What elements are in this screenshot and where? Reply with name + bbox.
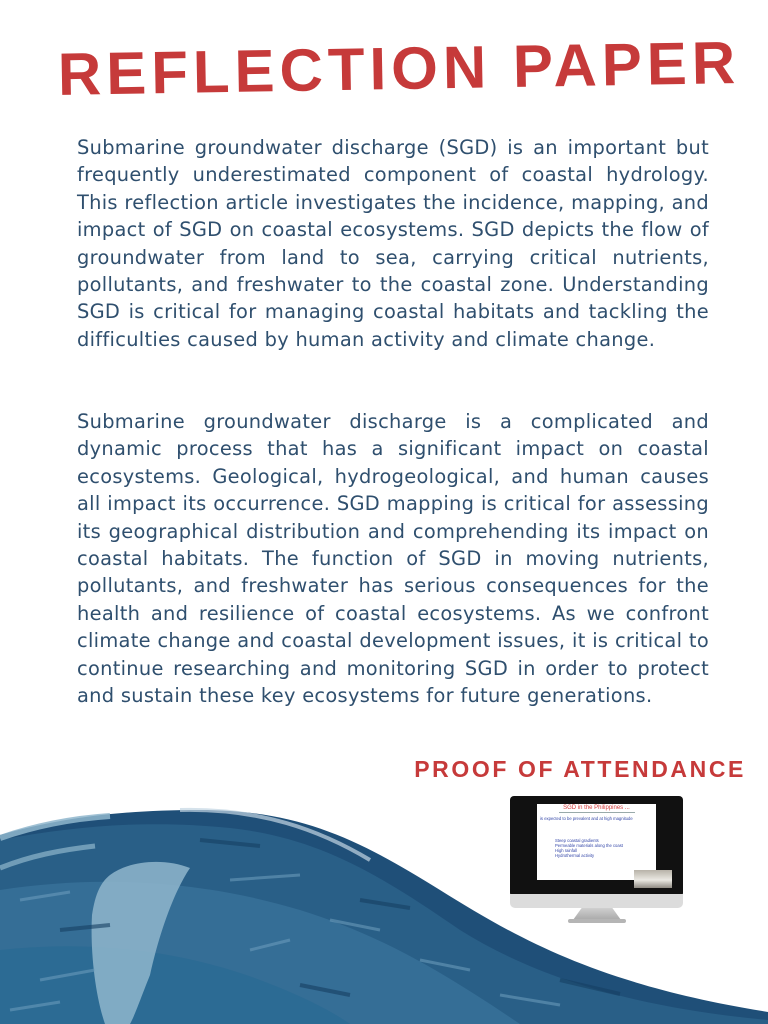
slide-bullet: High rainfall	[555, 848, 578, 853]
slide-bullet: Hydrothermal activity	[555, 853, 595, 858]
monitor-chin	[510, 894, 683, 908]
slide-bullets	[555, 838, 623, 858]
slide-divider	[559, 812, 635, 813]
slide-intro: is expected to be prevalent and at high magnitude	[540, 816, 633, 821]
attendance-screenshot-monitor	[510, 796, 683, 930]
monitor-stand-foot	[568, 919, 626, 923]
slide-bullet: Steep coastal gradients	[555, 838, 599, 843]
slide-bullet: Permeable materials along the coast	[555, 843, 623, 848]
webcam-thumbnail	[634, 870, 672, 888]
paragraph-1: Submarine groundwater discharge (SGD) is an important but frequently underestimated component of coastal hydrology. This reflection article investigates the incidence, mapping, and impact of SGD on coastal ecosystems. SGD depicts the flow of groundwater from land to sea, carrying critical nutrients, pollutants, and freshwater to the coastal zone. Understanding SGD is critical for managing coastal habitats and tackling the difficulties caused by human activity and climate change.	[77, 136, 709, 351]
paragraph-2: Submarine groundwater discharge is a complicated and dynamic process that has a significant impact on coastal ecosystems. Geological, hydrogeological, and human causes all impact its occurrence. SGD mapping is critical for assessing its geographical distribution and comprehending its impact on coastal habitats. The function of SGD in moving nutrients, pollutants, and freshwater has serious consequences for the health and resilience of coastal ecosystems. As we confront climate change and coastal development issues, it is critical to continue researching and monitoring SGD in order to protect and sustain these key ecosystems for future generations.	[77, 410, 709, 708]
slide-title: SGD in the Philippines ...	[563, 805, 630, 811]
slide-screen	[537, 804, 656, 880]
proof-of-attendance-label: PROOF OF ATTENDANCE	[414, 756, 746, 782]
page-title: REFLECTION PAPER	[57, 29, 741, 108]
